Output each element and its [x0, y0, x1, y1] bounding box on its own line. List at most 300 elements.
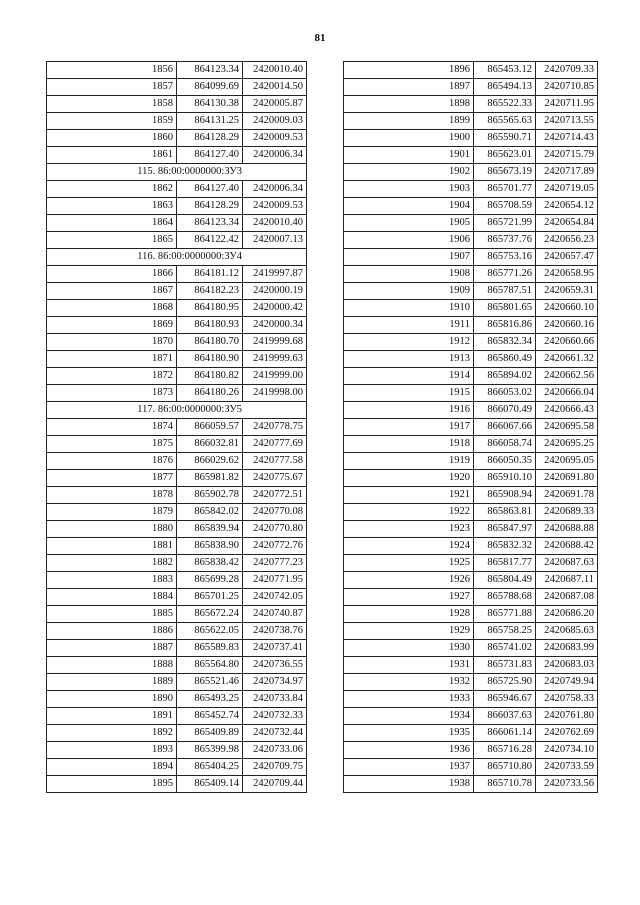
y-coordinate-cell: 2420687.08: [536, 589, 598, 606]
y-coordinate-cell: 2420010.40: [243, 215, 307, 232]
table-row: [47, 640, 307, 657]
x-coordinate-cell: 866058.74: [474, 436, 536, 453]
x-coordinate-cell: 865847.97: [474, 521, 536, 538]
x-coordinate-cell: 865590.71: [474, 130, 536, 147]
point-number-cell: 1927: [344, 589, 474, 606]
x-coordinate-cell: 865788.68: [474, 589, 536, 606]
y-coordinate-cell: 2420733.06: [243, 742, 307, 759]
point-number-cell: 1892: [47, 725, 177, 742]
x-coordinate-cell: 865731.83: [474, 657, 536, 674]
table-row: [344, 232, 598, 249]
x-coordinate-cell: 865623.01: [474, 147, 536, 164]
point-number-cell: 1875: [47, 436, 177, 453]
x-coordinate-cell: 864182.23: [177, 283, 243, 300]
table-row: [47, 96, 307, 113]
x-coordinate-cell: 864131.25: [177, 113, 243, 130]
x-coordinate-cell: 864180.70: [177, 334, 243, 351]
x-coordinate-cell: 865839.94: [177, 521, 243, 538]
y-coordinate-cell: 2420006.34: [243, 181, 307, 198]
y-coordinate-cell: 2419999.00: [243, 368, 307, 385]
section-title: 115. 86:00:0000000:ЗУ3: [47, 164, 307, 181]
x-coordinate-cell: 865409.89: [177, 725, 243, 742]
x-coordinate-cell: 865908.94: [474, 487, 536, 504]
point-number-cell: 1871: [47, 351, 177, 368]
point-number-cell: 1877: [47, 470, 177, 487]
x-coordinate-cell: 865817.77: [474, 555, 536, 572]
section-header-row: [47, 249, 307, 266]
x-coordinate-cell: 865522.33: [474, 96, 536, 113]
y-coordinate-cell: 2420770.80: [243, 521, 307, 538]
table-row: [344, 691, 598, 708]
point-number-cell: 1879: [47, 504, 177, 521]
y-coordinate-cell: 2420688.88: [536, 521, 598, 538]
point-number-cell: 1865: [47, 232, 177, 249]
table-row: [47, 368, 307, 385]
point-number-cell: 1884: [47, 589, 177, 606]
y-coordinate-cell: 2419999.63: [243, 351, 307, 368]
table-row: [344, 742, 598, 759]
x-coordinate-cell: 865787.51: [474, 283, 536, 300]
point-number-cell: 1917: [344, 419, 474, 436]
table-row: [47, 742, 307, 759]
x-coordinate-cell: 865863.81: [474, 504, 536, 521]
point-number-cell: 1874: [47, 419, 177, 436]
x-coordinate-cell: 866037.63: [474, 708, 536, 725]
x-coordinate-cell: 865452.74: [177, 708, 243, 725]
x-coordinate-cell: 865981.82: [177, 470, 243, 487]
table-row: [344, 657, 598, 674]
table-row: [344, 215, 598, 232]
x-coordinate-cell: 865838.90: [177, 538, 243, 555]
point-number-cell: 1891: [47, 708, 177, 725]
table-row: [47, 572, 307, 589]
y-coordinate-cell: 2420713.55: [536, 113, 598, 130]
table-row: [47, 62, 307, 79]
x-coordinate-cell: 865701.25: [177, 589, 243, 606]
table-row: [344, 708, 598, 725]
x-coordinate-cell: 864128.29: [177, 130, 243, 147]
point-number-cell: 1901: [344, 147, 474, 164]
x-coordinate-cell: 865493.25: [177, 691, 243, 708]
x-coordinate-cell: 866053.02: [474, 385, 536, 402]
point-number-cell: 1895: [47, 776, 177, 793]
section-header-row: [47, 164, 307, 181]
point-number-cell: 1937: [344, 759, 474, 776]
point-number-cell: 1896: [344, 62, 474, 79]
table-row: [47, 470, 307, 487]
y-coordinate-cell: 2420000.42: [243, 300, 307, 317]
table-row: [344, 419, 598, 436]
table-row: [344, 453, 598, 470]
y-coordinate-cell: 2420770.08: [243, 504, 307, 521]
x-coordinate-cell: 865946.67: [474, 691, 536, 708]
point-number-cell: 1938: [344, 776, 474, 793]
table-row: [47, 589, 307, 606]
y-coordinate-cell: 2420691.78: [536, 487, 598, 504]
table-row: [344, 147, 598, 164]
point-number-cell: 1903: [344, 181, 474, 198]
y-coordinate-cell: 2420654.12: [536, 198, 598, 215]
x-coordinate-cell: 864099.69: [177, 79, 243, 96]
y-coordinate-cell: 2420695.25: [536, 436, 598, 453]
point-number-cell: 1905: [344, 215, 474, 232]
y-coordinate-cell: 2420010.40: [243, 62, 307, 79]
y-coordinate-cell: 2420014.50: [243, 79, 307, 96]
table-row: [344, 249, 598, 266]
x-coordinate-cell: 866029.62: [177, 453, 243, 470]
table-row: [47, 606, 307, 623]
y-coordinate-cell: 2420777.23: [243, 555, 307, 572]
x-coordinate-cell: 865673.19: [474, 164, 536, 181]
table-row: [47, 504, 307, 521]
point-number-cell: 1883: [47, 572, 177, 589]
point-number-cell: 1887: [47, 640, 177, 657]
x-coordinate-cell: 865404.25: [177, 759, 243, 776]
y-coordinate-cell: 2420683.03: [536, 657, 598, 674]
table-row: [344, 470, 598, 487]
point-number-cell: 1936: [344, 742, 474, 759]
x-coordinate-cell: 864123.34: [177, 62, 243, 79]
table-row: [344, 113, 598, 130]
x-coordinate-cell: 865710.78: [474, 776, 536, 793]
table-row: [47, 453, 307, 470]
table-row: [47, 232, 307, 249]
y-coordinate-cell: 2420661.32: [536, 351, 598, 368]
y-coordinate-cell: 2420007.13: [243, 232, 307, 249]
x-coordinate-cell: 865710.80: [474, 759, 536, 776]
table-row: [344, 181, 598, 198]
y-coordinate-cell: 2420666.04: [536, 385, 598, 402]
point-number-cell: 1933: [344, 691, 474, 708]
table-row: [47, 130, 307, 147]
point-number-cell: 1897: [344, 79, 474, 96]
point-number-cell: 1934: [344, 708, 474, 725]
point-number-cell: 1924: [344, 538, 474, 555]
point-number-cell: 1859: [47, 113, 177, 130]
y-coordinate-cell: 2420687.63: [536, 555, 598, 572]
y-coordinate-cell: 2420777.58: [243, 453, 307, 470]
table-row: [344, 589, 598, 606]
point-number-cell: 1923: [344, 521, 474, 538]
y-coordinate-cell: 2420758.33: [536, 691, 598, 708]
x-coordinate-cell: 865565.63: [474, 113, 536, 130]
x-coordinate-cell: 864127.40: [177, 181, 243, 198]
table-row: [344, 368, 598, 385]
table-row: [47, 691, 307, 708]
x-coordinate-cell: 864180.82: [177, 368, 243, 385]
y-coordinate-cell: 2420657.47: [536, 249, 598, 266]
x-coordinate-cell: 865699.28: [177, 572, 243, 589]
x-coordinate-cell: 865737.76: [474, 232, 536, 249]
x-coordinate-cell: 865399.98: [177, 742, 243, 759]
y-coordinate-cell: 2420778.75: [243, 419, 307, 436]
x-coordinate-cell: 865771.26: [474, 266, 536, 283]
y-coordinate-cell: 2420009.53: [243, 198, 307, 215]
point-number-cell: 1866: [47, 266, 177, 283]
x-coordinate-cell: 865716.28: [474, 742, 536, 759]
table-row: [344, 402, 598, 419]
y-coordinate-cell: 2420772.51: [243, 487, 307, 504]
table-row: [344, 62, 598, 79]
y-coordinate-cell: 2420717.89: [536, 164, 598, 181]
x-coordinate-cell: 865741.02: [474, 640, 536, 657]
table-row: [47, 113, 307, 130]
table-row: [47, 215, 307, 232]
point-number-cell: 1929: [344, 623, 474, 640]
y-coordinate-cell: 2420737.41: [243, 640, 307, 657]
y-coordinate-cell: 2420695.58: [536, 419, 598, 436]
point-number-cell: 1916: [344, 402, 474, 419]
point-number-cell: 1928: [344, 606, 474, 623]
y-coordinate-cell: 2420660.16: [536, 317, 598, 334]
table-row: [47, 317, 307, 334]
point-number-cell: 1906: [344, 232, 474, 249]
x-coordinate-cell: 865832.32: [474, 538, 536, 555]
point-number-cell: 1910: [344, 300, 474, 317]
x-coordinate-cell: 865564.80: [177, 657, 243, 674]
y-coordinate-cell: 2420656.23: [536, 232, 598, 249]
point-number-cell: 1921: [344, 487, 474, 504]
table-row: [47, 487, 307, 504]
x-coordinate-cell: 864181.12: [177, 266, 243, 283]
x-coordinate-cell: 865589.83: [177, 640, 243, 657]
x-coordinate-cell: 864127.40: [177, 147, 243, 164]
y-coordinate-cell: 2420762.69: [536, 725, 598, 742]
y-coordinate-cell: 2420000.34: [243, 317, 307, 334]
y-coordinate-cell: 2420715.79: [536, 147, 598, 164]
x-coordinate-cell: 866059.57: [177, 419, 243, 436]
point-number-cell: 1881: [47, 538, 177, 555]
table-row: [47, 674, 307, 691]
y-coordinate-cell: 2420006.34: [243, 147, 307, 164]
table-row: [344, 317, 598, 334]
point-number-cell: 1862: [47, 181, 177, 198]
point-number-cell: 1907: [344, 249, 474, 266]
y-coordinate-cell: 2420660.10: [536, 300, 598, 317]
point-number-cell: 1868: [47, 300, 177, 317]
table-row: [344, 776, 598, 793]
y-coordinate-cell: 2420009.03: [243, 113, 307, 130]
y-coordinate-cell: 2420733.56: [536, 776, 598, 793]
point-number-cell: 1926: [344, 572, 474, 589]
table-row: [47, 300, 307, 317]
y-coordinate-cell: 2420777.69: [243, 436, 307, 453]
y-coordinate-cell: 2420775.67: [243, 470, 307, 487]
y-coordinate-cell: 2420685.63: [536, 623, 598, 640]
y-coordinate-cell: 2420740.87: [243, 606, 307, 623]
y-coordinate-cell: 2420683.99: [536, 640, 598, 657]
x-coordinate-cell: 865721.99: [474, 215, 536, 232]
point-number-cell: 1914: [344, 368, 474, 385]
y-coordinate-cell: 2420654.84: [536, 215, 598, 232]
y-coordinate-cell: 2420658.95: [536, 266, 598, 283]
x-coordinate-cell: 866050.35: [474, 453, 536, 470]
y-coordinate-cell: 2420666.43: [536, 402, 598, 419]
point-number-cell: 1898: [344, 96, 474, 113]
table-row: [344, 640, 598, 657]
point-number-cell: 1932: [344, 674, 474, 691]
table-row: [344, 266, 598, 283]
y-coordinate-cell: 2420709.44: [243, 776, 307, 793]
y-coordinate-cell: 2420662.56: [536, 368, 598, 385]
y-coordinate-cell: 2420736.55: [243, 657, 307, 674]
x-coordinate-cell: 865672.24: [177, 606, 243, 623]
table-row: [344, 725, 598, 742]
x-coordinate-cell: 864122.42: [177, 232, 243, 249]
section-header-row: [47, 402, 307, 419]
table-row: [47, 725, 307, 742]
x-coordinate-cell: 864180.95: [177, 300, 243, 317]
x-coordinate-cell: 865838.42: [177, 555, 243, 572]
table-row: [47, 623, 307, 640]
x-coordinate-cell: 865894.02: [474, 368, 536, 385]
x-coordinate-cell: 865494.13: [474, 79, 536, 96]
point-number-cell: 1888: [47, 657, 177, 674]
point-number-cell: 1915: [344, 385, 474, 402]
x-coordinate-cell: 864128.29: [177, 198, 243, 215]
point-number-cell: 1912: [344, 334, 474, 351]
y-coordinate-cell: 2420688.42: [536, 538, 598, 555]
point-number-cell: 1856: [47, 62, 177, 79]
table-row: [344, 164, 598, 181]
x-coordinate-cell: 865622.05: [177, 623, 243, 640]
x-coordinate-cell: 865708.59: [474, 198, 536, 215]
x-coordinate-cell: 865521.46: [177, 674, 243, 691]
coordinates-table-left: [46, 61, 307, 793]
y-coordinate-cell: 2419998.00: [243, 385, 307, 402]
x-coordinate-cell: 864123.34: [177, 215, 243, 232]
point-number-cell: 1864: [47, 215, 177, 232]
point-number-cell: 1863: [47, 198, 177, 215]
point-number-cell: 1872: [47, 368, 177, 385]
y-coordinate-cell: 2420005.87: [243, 96, 307, 113]
y-coordinate-cell: 2420732.44: [243, 725, 307, 742]
y-coordinate-cell: 2420761.80: [536, 708, 598, 725]
point-number-cell: 1894: [47, 759, 177, 776]
table-row: [47, 334, 307, 351]
point-number-cell: 1861: [47, 147, 177, 164]
y-coordinate-cell: 2420749.94: [536, 674, 598, 691]
coordinates-table-right: [343, 61, 598, 793]
x-coordinate-cell: 865409.14: [177, 776, 243, 793]
table-row: [47, 555, 307, 572]
y-coordinate-cell: 2420009.53: [243, 130, 307, 147]
table-row: [344, 130, 598, 147]
point-number-cell: 1860: [47, 130, 177, 147]
y-coordinate-cell: 2420695.05: [536, 453, 598, 470]
table-row: [344, 504, 598, 521]
point-number-cell: 1911: [344, 317, 474, 334]
y-coordinate-cell: 2420771.95: [243, 572, 307, 589]
table-row: [344, 334, 598, 351]
table-row: [344, 572, 598, 589]
x-coordinate-cell: 864180.93: [177, 317, 243, 334]
point-number-cell: 1889: [47, 674, 177, 691]
x-coordinate-cell: 865860.49: [474, 351, 536, 368]
table-row: [47, 538, 307, 555]
y-coordinate-cell: 2420659.31: [536, 283, 598, 300]
section-title: 116. 86:00:0000000:ЗУ4: [47, 249, 307, 266]
y-coordinate-cell: 2420686.20: [536, 606, 598, 623]
point-number-cell: 1925: [344, 555, 474, 572]
x-coordinate-cell: 865902.78: [177, 487, 243, 504]
point-number-cell: 1904: [344, 198, 474, 215]
x-coordinate-cell: 866032.81: [177, 436, 243, 453]
x-coordinate-cell: 865701.77: [474, 181, 536, 198]
x-coordinate-cell: 864130.38: [177, 96, 243, 113]
table-row: [344, 351, 598, 368]
x-coordinate-cell: 865753.16: [474, 249, 536, 266]
y-coordinate-cell: 2420000.19: [243, 283, 307, 300]
x-coordinate-cell: 865771.88: [474, 606, 536, 623]
point-number-cell: 1900: [344, 130, 474, 147]
y-coordinate-cell: 2420719.05: [536, 181, 598, 198]
y-coordinate-cell: 2420660.66: [536, 334, 598, 351]
x-coordinate-cell: 865804.49: [474, 572, 536, 589]
table-row: [47, 147, 307, 164]
point-number-cell: 1922: [344, 504, 474, 521]
point-number-cell: 1920: [344, 470, 474, 487]
point-number-cell: 1867: [47, 283, 177, 300]
table-row: [344, 96, 598, 113]
x-coordinate-cell: 865910.10: [474, 470, 536, 487]
point-number-cell: 1876: [47, 453, 177, 470]
y-coordinate-cell: 2419999.68: [243, 334, 307, 351]
point-number-cell: 1893: [47, 742, 177, 759]
x-coordinate-cell: 866067.66: [474, 419, 536, 436]
point-number-cell: 1882: [47, 555, 177, 572]
y-coordinate-cell: 2420734.10: [536, 742, 598, 759]
point-number-cell: 1880: [47, 521, 177, 538]
point-number-cell: 1902: [344, 164, 474, 181]
x-coordinate-cell: 864180.90: [177, 351, 243, 368]
table-row: [47, 283, 307, 300]
point-number-cell: 1935: [344, 725, 474, 742]
table-row: [47, 181, 307, 198]
y-coordinate-cell: 2420733.59: [536, 759, 598, 776]
table-row: [47, 521, 307, 538]
table-row: [344, 623, 598, 640]
table-row: [344, 300, 598, 317]
table-row: [344, 79, 598, 96]
point-number-cell: 1869: [47, 317, 177, 334]
point-number-cell: 1913: [344, 351, 474, 368]
table-row: [47, 351, 307, 368]
table-row: [47, 759, 307, 776]
table-row: [344, 555, 598, 572]
table-row: [47, 708, 307, 725]
page-number: 81: [314, 32, 326, 44]
point-number-cell: 1909: [344, 283, 474, 300]
point-number-cell: 1908: [344, 266, 474, 283]
y-coordinate-cell: 2420732.33: [243, 708, 307, 725]
point-number-cell: 1885: [47, 606, 177, 623]
y-coordinate-cell: 2420710.85: [536, 79, 598, 96]
table-row: [344, 521, 598, 538]
x-coordinate-cell: 865453.12: [474, 62, 536, 79]
point-number-cell: 1857: [47, 79, 177, 96]
y-coordinate-cell: 2419997.87: [243, 266, 307, 283]
table-row: [344, 198, 598, 215]
x-coordinate-cell: 865801.65: [474, 300, 536, 317]
x-coordinate-cell: 865816.86: [474, 317, 536, 334]
x-coordinate-cell: 866070.49: [474, 402, 536, 419]
table-row: [344, 674, 598, 691]
y-coordinate-cell: 2420734.97: [243, 674, 307, 691]
x-coordinate-cell: 865758.25: [474, 623, 536, 640]
point-number-cell: 1899: [344, 113, 474, 130]
point-number-cell: 1870: [47, 334, 177, 351]
